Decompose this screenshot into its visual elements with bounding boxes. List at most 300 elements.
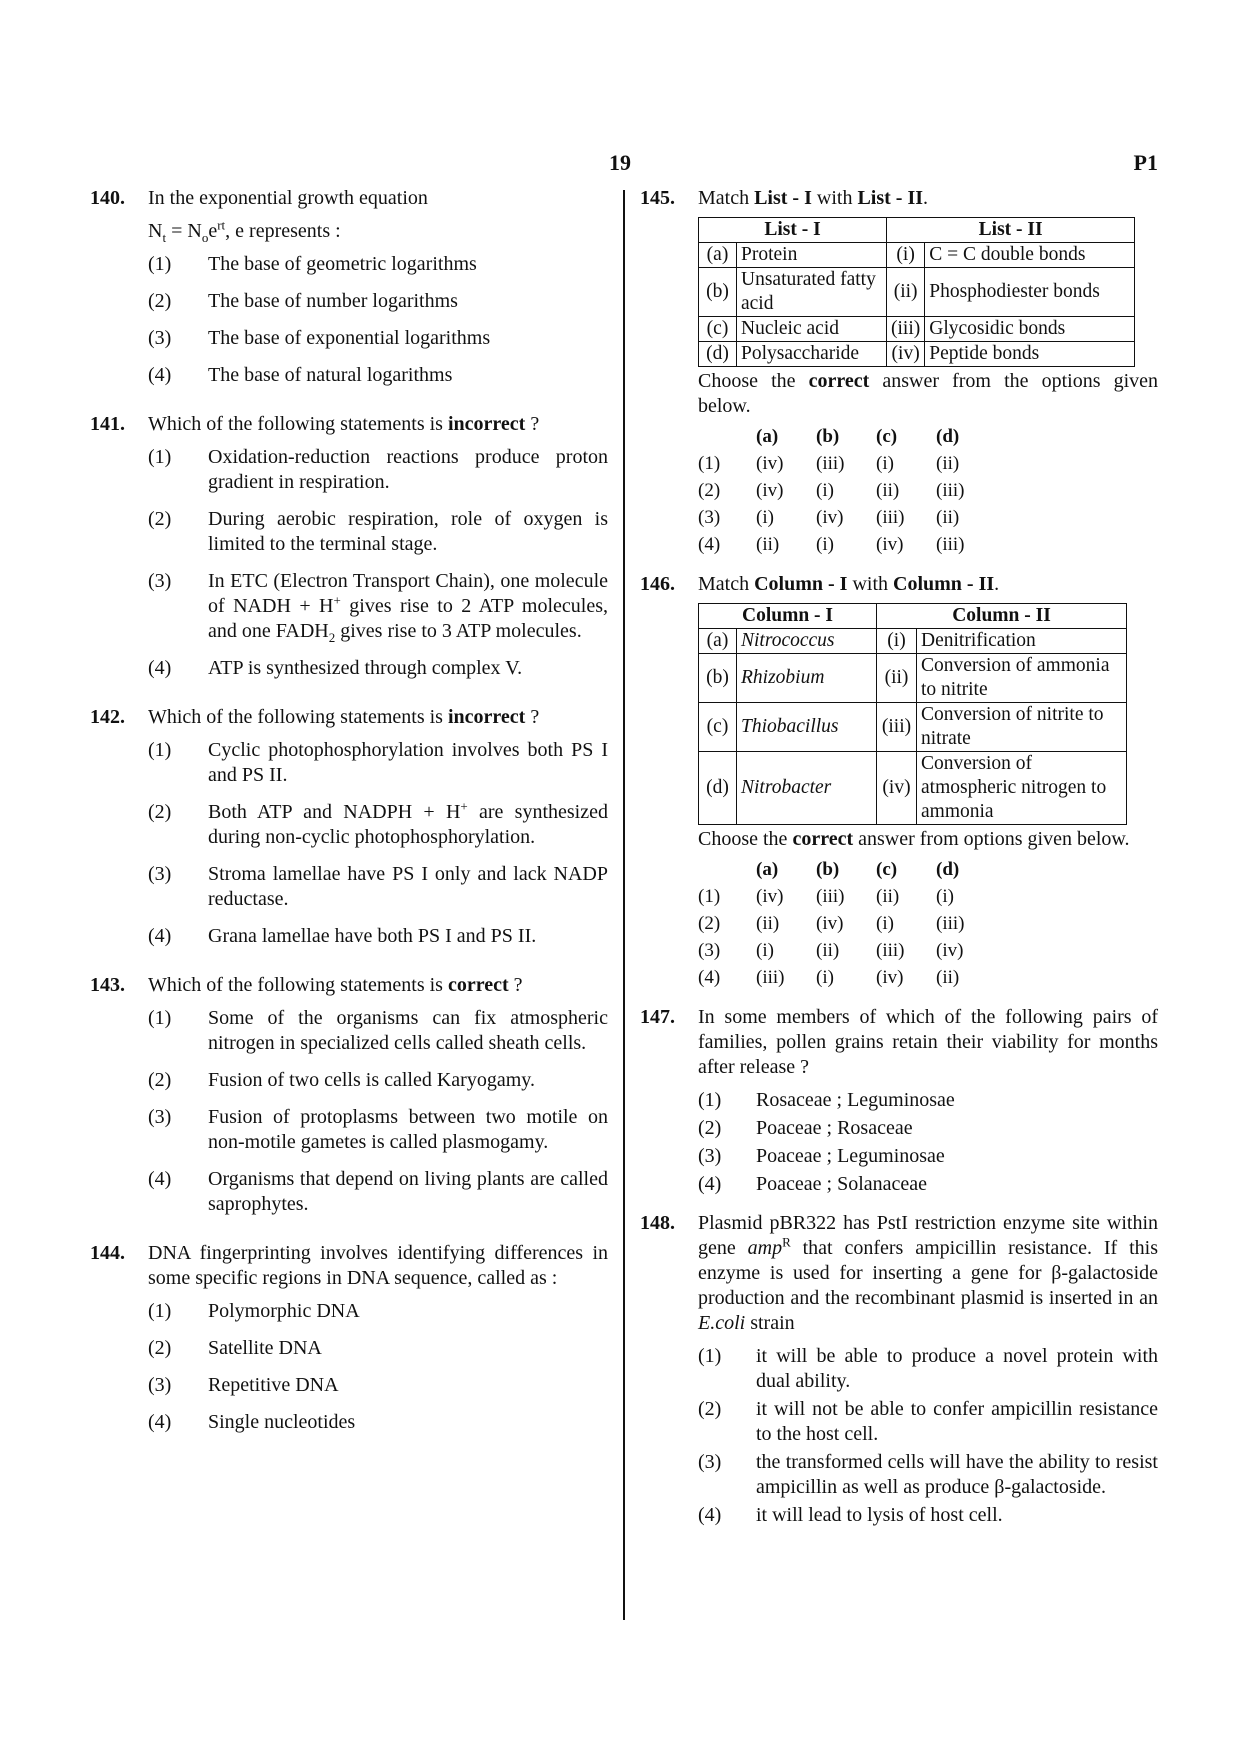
- answer-option-number: (4): [698, 967, 721, 988]
- option: [698, 1397, 1158, 1447]
- question-number: 145.: [640, 187, 675, 209]
- row-letter: (b): [699, 268, 737, 317]
- question-text: [148, 186, 608, 211]
- text-run: amp: [747, 1237, 783, 1259]
- option-text: [208, 1374, 339, 1396]
- row-roman: (iv): [887, 342, 925, 367]
- eq-part: = N: [166, 220, 202, 242]
- equation: [148, 219, 608, 244]
- option-text: [756, 1117, 913, 1139]
- question: [640, 572, 1158, 991]
- option-text: [208, 327, 490, 349]
- question-text: [698, 1005, 1158, 1080]
- match-header: Column - I: [699, 604, 877, 629]
- option-number: (3): [148, 1374, 172, 1396]
- question: [640, 1005, 1158, 1197]
- answer-option-value: (iv): [816, 913, 844, 934]
- option-number: (4): [148, 1411, 172, 1433]
- match-row: [699, 654, 1127, 703]
- text-run: R: [782, 1234, 791, 1250]
- option-number: (4): [698, 1504, 722, 1526]
- option-number: (1): [698, 1089, 722, 1111]
- option: [148, 862, 608, 912]
- option-number: (4): [148, 1168, 172, 1190]
- option-text: [208, 1168, 608, 1215]
- option-number: (1): [148, 1300, 172, 1322]
- answer-option-value: (iv): [816, 507, 844, 528]
- text-run: In some members of which of the following pairs of families, pollen grains retain their viability for months after release ?: [698, 1006, 1158, 1078]
- answer-option-value: (ii): [936, 507, 960, 528]
- option: [148, 738, 608, 788]
- match-header-row: [699, 604, 1127, 629]
- question: [90, 1241, 608, 1435]
- option-text: [756, 1173, 927, 1195]
- option: [148, 924, 608, 949]
- eq-part: e: [208, 220, 218, 242]
- row-letter: (c): [699, 703, 737, 752]
- text-run: incorrect: [447, 413, 526, 435]
- answer-option-value: (iv): [756, 886, 784, 907]
- option: [148, 326, 608, 351]
- text-run: Choose the: [698, 828, 793, 850]
- text-run: Some of the organisms can fix atmospheric nitrogen in specialized cells called sheath cells.: [208, 1007, 608, 1054]
- question-text: [698, 186, 1158, 211]
- text-run: it will be able to produce a novel protein with dual ability.: [756, 1345, 1158, 1392]
- options: [148, 738, 608, 949]
- question-text: [148, 412, 608, 437]
- text-run: Both ATP and NADPH + H: [208, 801, 461, 823]
- row-letter: (d): [699, 342, 737, 367]
- answer-option-value: (iii): [936, 913, 965, 934]
- item-text: Thiobacillus: [741, 716, 839, 737]
- option-number: (3): [148, 863, 172, 885]
- answer-option-value: (ii): [876, 886, 900, 907]
- answer-header-blank: [698, 856, 756, 883]
- question-text: [698, 572, 1158, 597]
- match-row: [699, 342, 1135, 367]
- row-match: C = C double bonds: [925, 243, 1135, 268]
- row-match: Peptide bonds: [925, 342, 1135, 367]
- question: [640, 186, 1158, 558]
- option-text: [208, 739, 608, 786]
- question-number: 146.: [640, 573, 675, 595]
- answer-header: (a): [756, 859, 779, 880]
- option-text: [208, 508, 608, 555]
- answer-header-row: [698, 423, 996, 450]
- text-run: ?: [508, 974, 523, 996]
- options: [698, 1088, 1158, 1197]
- text-run: Rosaceae ; Leguminosae: [756, 1089, 955, 1111]
- answer-option-value: (iv): [876, 967, 904, 988]
- text-run: The base of natural logarithms: [208, 364, 453, 386]
- answer-option-number: (2): [698, 480, 721, 501]
- answer-option-number: (3): [698, 940, 721, 961]
- eq-sub: o: [201, 230, 209, 245]
- option: [148, 800, 608, 850]
- row-roman: (i): [887, 243, 925, 268]
- option: [148, 1068, 608, 1093]
- option: [148, 1299, 608, 1324]
- option: [148, 1336, 608, 1361]
- question-text: [148, 705, 608, 730]
- option: [698, 1144, 1158, 1169]
- options: [698, 1344, 1158, 1528]
- answer-option-row: [698, 450, 996, 477]
- text-run: The base of number logarithms: [208, 290, 458, 312]
- text-run: 2: [328, 630, 336, 645]
- answer-option-value: (iv): [756, 480, 784, 501]
- text-run: In the exponential growth equation: [148, 187, 428, 209]
- text-run: Cyclic photophosphorylation involves both PS I and PS II.: [208, 739, 608, 786]
- question-number: 142.: [90, 706, 125, 728]
- row-roman: (ii): [877, 654, 917, 703]
- item-text: Rhizobium: [741, 667, 825, 688]
- row-letter: (d): [699, 752, 737, 825]
- option-text: [756, 1451, 1158, 1498]
- answer-option-value: (iii): [876, 507, 905, 528]
- text-run: answer from options given below.: [853, 828, 1130, 850]
- option: [148, 252, 608, 277]
- option: [148, 1167, 608, 1217]
- text-run: The base of geometric logarithms: [208, 253, 477, 275]
- option-text: [208, 1069, 535, 1091]
- option-number: (1): [148, 446, 172, 468]
- option-text: [756, 1504, 1003, 1526]
- option-number: (3): [148, 327, 172, 349]
- item-text: Nitrobacter: [741, 777, 832, 798]
- option-text: [208, 253, 477, 275]
- row-match: Conversion of nitrite to nitrate: [917, 703, 1127, 752]
- row-match: Conversion of atmospheric nitrogen to ammonia: [917, 752, 1127, 825]
- answer-header: (b): [816, 426, 840, 447]
- answer-option-row: [698, 531, 996, 558]
- option-number: (1): [148, 253, 172, 275]
- answer-option-value: (iii): [936, 480, 965, 501]
- paper-code: P1: [1133, 150, 1158, 175]
- right-column: [640, 186, 1158, 1542]
- option-number: (4): [148, 925, 172, 947]
- row-item: Nucleic acid: [737, 317, 887, 342]
- option: [148, 289, 608, 314]
- row-roman: (i): [877, 629, 917, 654]
- option-text: [208, 1337, 322, 1359]
- text-run: incorrect: [447, 706, 526, 728]
- option-text: [756, 1145, 945, 1167]
- options: [148, 1006, 608, 1217]
- row-match: Phosphodiester bonds: [925, 268, 1135, 317]
- text-run: Poaceae ; Rosaceae: [756, 1117, 913, 1139]
- option: [698, 1116, 1158, 1141]
- column-divider: [623, 190, 625, 1620]
- eq-part: , e represents :: [225, 220, 341, 242]
- answer-header-blank: [698, 423, 756, 450]
- row-item: [737, 703, 877, 752]
- text-run: +: [460, 798, 468, 814]
- match-row: [699, 703, 1127, 752]
- option-number: (3): [148, 1106, 172, 1128]
- text-run: Column - II: [893, 573, 995, 595]
- match-table: [698, 603, 1127, 825]
- text-run: it will lead to lysis of host cell.: [756, 1504, 1003, 1526]
- left-column: [90, 186, 608, 1459]
- question-number: 140.: [90, 187, 125, 209]
- row-letter: (c): [699, 317, 737, 342]
- text-run: the transformed cells will have the ability to resist ampicillin as well as produce β-galactoside.: [756, 1451, 1158, 1498]
- option-text: [208, 863, 608, 910]
- text-run: List - II: [857, 187, 924, 209]
- text-run: ?: [525, 413, 540, 435]
- row-match: Glycosidic bonds: [925, 317, 1135, 342]
- option: [148, 1105, 608, 1155]
- text-run: Repetitive DNA: [208, 1374, 339, 1396]
- answer-option-value: (i): [936, 886, 954, 907]
- question: [640, 1211, 1158, 1528]
- text-run: Stroma lamellae have PS I only and lack NADP reductase.: [208, 863, 608, 910]
- option-text: [208, 1300, 360, 1322]
- question: [90, 705, 608, 949]
- text-run: .: [923, 187, 929, 209]
- row-roman: (iii): [877, 703, 917, 752]
- match-row: [699, 243, 1135, 268]
- answer-option-value: (i): [756, 940, 774, 961]
- option: [148, 1410, 608, 1435]
- answer-option-row: [698, 477, 996, 504]
- answer-header: (c): [876, 859, 898, 880]
- option-number: (3): [698, 1145, 722, 1167]
- answer-option-value: (iii): [876, 940, 905, 961]
- answer-header: (b): [816, 859, 840, 880]
- answer-option-value: (iv): [936, 940, 964, 961]
- answer-header-row: [698, 856, 996, 883]
- option: [698, 1088, 1158, 1113]
- option-text: [208, 925, 536, 947]
- text-run: correct: [792, 828, 854, 850]
- text-run: with: [847, 573, 894, 595]
- option-text: [208, 1007, 608, 1054]
- answer-option-value: (iii): [756, 967, 785, 988]
- answer-option-value: (iv): [756, 453, 784, 474]
- choose-instruction: [698, 369, 1158, 419]
- item-text: Nitrococcus: [741, 630, 835, 651]
- answer-option-value: (iv): [876, 534, 904, 555]
- option-text: [208, 290, 458, 312]
- row-item: Polysaccharide: [737, 342, 887, 367]
- text-run: Organisms that depend on living plants are called saprophytes.: [208, 1168, 608, 1215]
- option-number: (4): [148, 364, 172, 386]
- text-run: Choose the: [698, 370, 809, 392]
- row-letter: (a): [699, 629, 737, 654]
- text-run: List - I: [754, 187, 812, 209]
- text-run: ATP is synthesized through complex V.: [208, 657, 523, 679]
- option-text: [756, 1089, 955, 1111]
- row-roman: (iii): [887, 317, 925, 342]
- options: [148, 1299, 608, 1435]
- question: [90, 412, 608, 681]
- answer-option-value: (iii): [816, 453, 845, 474]
- option-number: (2): [698, 1398, 722, 1420]
- question: [90, 186, 608, 388]
- option: [148, 1373, 608, 1398]
- answer-option-value: (iii): [936, 534, 965, 555]
- answer-option-value: (ii): [876, 480, 900, 501]
- answer-option-number: (1): [698, 453, 721, 474]
- page-number: 19: [609, 150, 631, 175]
- match-row: [699, 268, 1135, 317]
- row-item: [737, 629, 877, 654]
- text-run: +: [333, 592, 341, 608]
- answer-option-value: (i): [816, 480, 834, 501]
- option-number: (2): [148, 508, 172, 530]
- answer-option-row: [698, 883, 996, 910]
- text-run: that confers ampicillin resistance. If this enzyme is used for inserting a gene for β-galactoside production and the recombinant plasmid is inserted in an: [698, 1237, 1158, 1309]
- text-run: correct: [447, 974, 509, 996]
- option-number: (2): [698, 1117, 722, 1139]
- question-text: [148, 1241, 608, 1291]
- match-row: [699, 752, 1127, 825]
- row-item: [737, 654, 877, 703]
- answer-option-number: (4): [698, 534, 721, 555]
- answer-option-value: (ii): [756, 913, 780, 934]
- option-text: [208, 570, 608, 645]
- answer-option-row: [698, 937, 996, 964]
- question-text: [148, 973, 608, 998]
- row-roman: (ii): [887, 268, 925, 317]
- question: [90, 973, 608, 1217]
- option: [148, 656, 608, 681]
- option-text: [208, 364, 452, 386]
- option-text: [208, 1411, 355, 1433]
- text-run: Fusion of protoplasms between two motile on non-motile gametes is called plasmogamy.: [208, 1106, 608, 1153]
- text-run: correct: [808, 370, 870, 392]
- options: [148, 445, 608, 681]
- text-run: with: [811, 187, 858, 209]
- question-number: 141.: [90, 413, 125, 435]
- answer-option-row: [698, 964, 996, 991]
- match-header: Column - II: [877, 604, 1127, 629]
- option: [148, 445, 608, 495]
- option-text: [756, 1345, 1158, 1392]
- option: [148, 507, 608, 557]
- text-run: are synthesized during non-cyclic photophosphorylation.: [208, 801, 608, 848]
- answer-header: (a): [756, 426, 779, 447]
- option: [698, 1344, 1158, 1394]
- row-match: Denitrification: [917, 629, 1127, 654]
- answer-option-value: (ii): [936, 967, 960, 988]
- text-run: Poaceae ; Leguminosae: [756, 1145, 945, 1167]
- text-run: E.coli: [698, 1312, 746, 1334]
- text-run: The base of exponential logarithms: [208, 327, 491, 349]
- row-item: Protein: [737, 243, 887, 268]
- text-run: Polymorphic DNA: [208, 1300, 360, 1322]
- answer-header: (d): [936, 426, 960, 447]
- answer-option-number: (3): [698, 507, 721, 528]
- answer-option-value: (i): [816, 534, 834, 555]
- answer-option-value: (i): [756, 507, 774, 528]
- match-table: [698, 217, 1135, 367]
- option-number: (1): [148, 739, 172, 761]
- text-run: .: [994, 573, 1000, 595]
- question-number: 148.: [640, 1212, 675, 1234]
- answer-option-value: (ii): [816, 940, 840, 961]
- answer-option-number: (2): [698, 913, 721, 934]
- options: [148, 252, 608, 388]
- option-text: [756, 1398, 1158, 1445]
- text-run: Match: [698, 573, 755, 595]
- text-run: Column - I: [754, 573, 848, 595]
- option-number: (2): [148, 1069, 172, 1091]
- match-row: [699, 317, 1135, 342]
- text-run: During aerobic respiration, role of oxygen is limited to the terminal stage.: [208, 508, 608, 555]
- text-run: Oxidation-reduction reactions produce proton gradient in respiration.: [208, 446, 608, 493]
- option-number: (3): [148, 570, 172, 592]
- row-roman: (iv): [877, 752, 917, 825]
- answer-option-row: [698, 910, 996, 937]
- text-run: strain: [745, 1312, 795, 1334]
- option-number: (3): [698, 1451, 722, 1473]
- option-text: [208, 798, 608, 848]
- option-number: (4): [148, 657, 172, 679]
- question-number: 147.: [640, 1006, 675, 1028]
- option: [698, 1450, 1158, 1500]
- match-header: List - II: [887, 218, 1135, 243]
- text-run: Match: [698, 187, 755, 209]
- match-header: List - I: [699, 218, 887, 243]
- answer-header: (c): [876, 426, 898, 447]
- answer-option-number: (1): [698, 886, 721, 907]
- eq-sup: rt: [217, 217, 226, 233]
- answer-option-value: (ii): [756, 534, 780, 555]
- text-run: Which of the following statements is: [148, 974, 448, 996]
- answer-option-value: (ii): [936, 453, 960, 474]
- option-number: (4): [698, 1173, 722, 1195]
- text-run: Which of the following statements is: [148, 413, 448, 435]
- option-number: (2): [148, 801, 172, 823]
- row-item: [737, 752, 877, 825]
- text-run: Fusion of two cells is called Karyogamy.: [208, 1069, 535, 1091]
- text-run: Which of the following statements is: [148, 706, 448, 728]
- text-run: Single nucleotides: [208, 1411, 356, 1433]
- row-letter: (a): [699, 243, 737, 268]
- option-number: (2): [148, 1337, 172, 1359]
- option: [148, 363, 608, 388]
- text-run: ?: [525, 706, 540, 728]
- option: [148, 569, 608, 644]
- text-run: Grana lamellae have both PS I and PS II.: [208, 925, 537, 947]
- question-number: 144.: [90, 1242, 125, 1264]
- text-run: gives rise to 2 ATP molecules, and one FADH: [208, 595, 608, 642]
- option-number: (2): [148, 290, 172, 312]
- answer-header: (d): [936, 859, 960, 880]
- choose-instruction: [698, 827, 1158, 852]
- text-run: gives rise to 3 ATP molecules.: [335, 620, 582, 642]
- text-run: it will not be able to confer ampicillin resistance to the host cell.: [756, 1398, 1158, 1445]
- option-number: (1): [698, 1345, 722, 1367]
- match-row: [699, 629, 1127, 654]
- text-run: In ETC (Electron Transport Chain), one molecule of NADH + H: [208, 570, 608, 617]
- answer-option-value: (i): [876, 913, 894, 934]
- row-letter: (b): [699, 654, 737, 703]
- option: [148, 1006, 608, 1056]
- question-number: 143.: [90, 974, 125, 996]
- row-item: Unsaturated fatty acid: [737, 268, 887, 317]
- text-run: Satellite DNA: [208, 1337, 322, 1359]
- row-match: Conversion of ammonia to nitrite: [917, 654, 1127, 703]
- option: [698, 1172, 1158, 1197]
- match-header-row: [699, 218, 1135, 243]
- option-number: (1): [148, 1007, 172, 1029]
- eq-part: N: [148, 220, 163, 242]
- option-text: [208, 1106, 608, 1153]
